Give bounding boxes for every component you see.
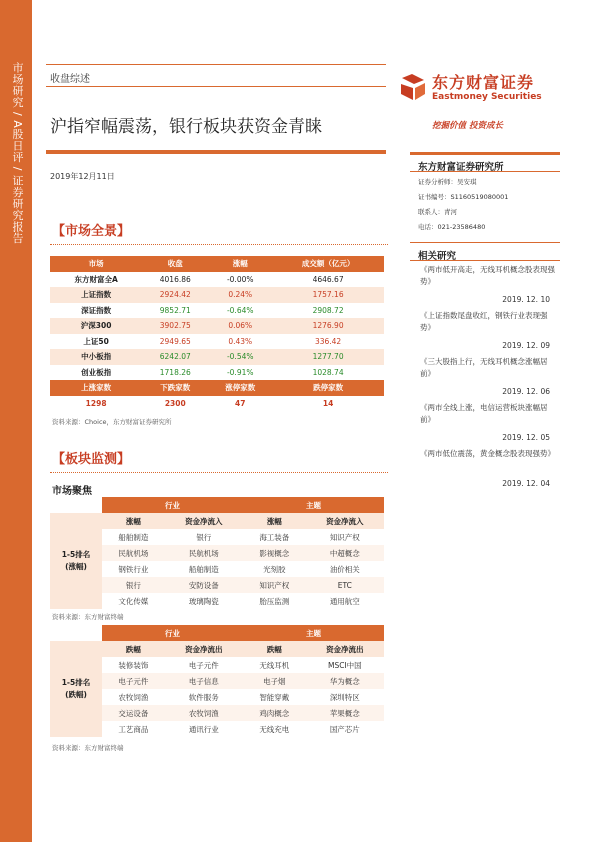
col-header: 跌幅 xyxy=(243,641,306,657)
page-title: 沪指窄幅震荡，银行板块获资金青睐 xyxy=(50,117,322,137)
related-item-title[interactable]: 《三大股指上行，无线耳机概念涨幅居前》 xyxy=(420,357,548,378)
sub-header-row xyxy=(50,513,384,529)
brand-name-cn: 东方财富证券 xyxy=(432,73,535,92)
contact: 联系人：青河 xyxy=(418,208,457,216)
sector-cell: 软件服务 xyxy=(188,692,219,702)
loss-table xyxy=(50,625,384,737)
index-name: 沪深300 xyxy=(50,318,142,334)
sector-cell: 银行 xyxy=(102,577,165,593)
rank-label-loss: 1-5排名 (跌幅) xyxy=(50,641,102,737)
index-change: 0.43% xyxy=(208,334,272,350)
sector-cell: 船舶制造 xyxy=(118,532,149,542)
group-industry: 行业 xyxy=(102,497,243,513)
index-amount: 1276.90 xyxy=(272,318,384,334)
sector-cell: 通用航空 xyxy=(329,596,360,606)
loss-source: 资料来源：东方财富终端 xyxy=(52,744,124,752)
index-close: 1718.26 xyxy=(142,365,208,381)
sector-cell: 银行 xyxy=(196,532,212,542)
table-row xyxy=(50,365,384,381)
sector-cell: 交运设备 xyxy=(102,705,165,721)
sector-cell: 电子信息 xyxy=(165,673,243,689)
sector-cell: MSCI中国 xyxy=(327,660,362,670)
analyst: 证券分析师：吴安琪 xyxy=(418,178,477,186)
table-row xyxy=(50,287,384,303)
col-header: 收盘 xyxy=(142,256,208,272)
sector-cell: 苹果概念 xyxy=(306,705,384,721)
table-row xyxy=(50,272,384,288)
sector-cell: 民航机场 xyxy=(165,545,243,561)
header-top-rule xyxy=(46,64,386,65)
sector-cell: 华为概念 xyxy=(306,673,384,689)
index-change: 0.24% xyxy=(208,287,272,303)
index-change: -0.91% xyxy=(208,365,272,381)
col-header: 资金净流出 xyxy=(306,641,384,657)
table-row xyxy=(50,318,384,334)
group-industry: 行业 xyxy=(102,625,243,641)
cert-number: 证书编号：S1160519080001 xyxy=(418,193,509,201)
gain-source: 资料来源：东方财富终端 xyxy=(52,613,124,621)
related-item-title[interactable]: 《两市全线上涨，电信运营板块涨幅居前》 xyxy=(420,403,548,424)
section-tag-sectors: 【板块监测】 xyxy=(52,452,131,467)
index-close: 9852.71 xyxy=(142,303,208,319)
rank-label-gain: 1-5排名 (涨幅) xyxy=(50,513,102,609)
related-item-title[interactable]: 《上证指数尾盘收红，钢铁行业表现强势》 xyxy=(420,311,548,332)
index-change: -0.64% xyxy=(208,303,272,319)
focus-title: 市场聚焦 xyxy=(52,486,92,497)
gain-table xyxy=(50,497,384,609)
related-item-date: 2019. 12. 06 xyxy=(502,387,550,396)
sector-cell: 装修装饰 xyxy=(118,660,149,670)
logo-mark-icon xyxy=(398,72,428,102)
sector-cell: 钢铁行业 xyxy=(118,564,149,574)
col-header: 跌幅 xyxy=(102,641,165,657)
sector-cell: 玻璃陶瓷 xyxy=(188,596,219,606)
sector-cell: ETC xyxy=(306,577,384,593)
index-name: 东方财富全A xyxy=(50,272,142,288)
sector-cell: 知识产权 xyxy=(243,577,306,593)
col-header: 资金净流入 xyxy=(165,513,243,529)
sector-cell: 光刻胶 xyxy=(263,564,286,574)
brand-slogan: 挖掘价值 投资成长 xyxy=(432,121,503,131)
sector-cell: 知识产权 xyxy=(329,532,360,542)
col-header: 涨停家数 xyxy=(208,380,272,396)
index-name: 创业板指 xyxy=(50,365,142,381)
index-close: 6242.07 xyxy=(142,349,208,365)
brand-name-en: Eastmoney Securities xyxy=(432,92,542,102)
index-change: -0.54% xyxy=(208,349,272,365)
col-header: 上涨家数 xyxy=(50,380,142,396)
research-heading: 东方财富证券研究所 xyxy=(418,162,504,173)
count-header-row xyxy=(50,380,384,396)
table-row xyxy=(50,303,384,319)
index-amount: 4646.67 xyxy=(272,272,384,288)
related-item-date: 2019. 12. 04 xyxy=(502,479,550,488)
related-heading: 相关研究 xyxy=(418,251,457,262)
group-theme: 主题 xyxy=(243,497,384,513)
index-close: 2949.65 xyxy=(142,334,208,350)
col-header: 资金净流入 xyxy=(306,513,384,529)
group-theme: 主题 xyxy=(243,625,384,641)
related-item-date: 2019. 12. 10 xyxy=(502,295,550,304)
related-item-date: 2019. 12. 05 xyxy=(502,433,550,442)
col-header: 跌停家数 xyxy=(272,380,384,396)
related-top-rule xyxy=(410,242,560,243)
sector-cell: 电子元件 xyxy=(102,673,165,689)
market-table xyxy=(50,256,384,411)
sector-cell: 船舶制造 xyxy=(188,564,219,574)
index-name: 上证指数 xyxy=(50,287,142,303)
sector-cell: 无线充电 xyxy=(259,724,290,734)
phone: 电话：021-23586480 xyxy=(418,223,486,231)
sector-cell: 深圳特区 xyxy=(329,692,360,702)
sector-cell: 农牧饲渔 xyxy=(118,692,149,702)
index-change: 0.06% xyxy=(208,318,272,334)
index-close: 3902.75 xyxy=(142,318,208,334)
col-header: 涨幅 xyxy=(243,513,306,529)
rise-count: 1298 xyxy=(85,398,107,408)
related-item-title[interactable]: 《两市低位震荡，黄金概念股表现强势》 xyxy=(420,449,555,458)
index-amount: 1028.74 xyxy=(272,365,384,381)
sector-cell: 工艺商品 xyxy=(118,724,149,734)
sector-cell: 无线耳机 xyxy=(259,660,290,670)
table-header-row xyxy=(50,256,384,272)
limit-up-count: 47 xyxy=(235,398,246,408)
research-rule xyxy=(410,171,560,172)
group-header-row xyxy=(50,625,384,641)
related-rule xyxy=(410,260,560,261)
sector-cell: 鸡肉概念 xyxy=(243,705,306,721)
sector-cell: 电子元件 xyxy=(188,660,219,670)
research-panel-bar xyxy=(410,152,560,155)
left-sidebar xyxy=(0,0,32,842)
index-name: 中小板指 xyxy=(50,349,142,365)
table-row xyxy=(50,334,384,350)
sector-cell: 电子烟 xyxy=(243,673,306,689)
sector-cell: 通讯行业 xyxy=(188,724,219,734)
sector-cell: 油价相关 xyxy=(329,564,360,574)
fall-count: 2300 xyxy=(164,398,186,408)
title-bar xyxy=(46,150,386,154)
section-rule xyxy=(50,472,388,473)
index-name: 上证50 xyxy=(50,334,142,350)
sector-cell: 胎压监测 xyxy=(259,596,290,606)
index-amount: 1757.16 xyxy=(272,287,384,303)
group-header-row xyxy=(50,497,384,513)
report-date: 2019年12月11日 xyxy=(50,172,115,181)
brand-logo xyxy=(398,70,558,106)
table-row xyxy=(50,349,384,365)
sector-cell: 海工装备 xyxy=(259,532,290,542)
sector-cell: 文化传媒 xyxy=(118,596,149,606)
sector-cell: 民航机场 xyxy=(102,545,165,561)
index-amount: 2908.72 xyxy=(272,303,384,319)
limit-down-count: 14 xyxy=(322,398,334,408)
section-tag-market: 【市场全景】 xyxy=(52,224,131,239)
doc-type: 收盘综述 xyxy=(50,74,90,85)
header-mid-rule xyxy=(46,86,386,87)
sector-cell: 智能穿戴 xyxy=(259,692,290,702)
index-change: -0.00% xyxy=(208,272,272,288)
col-header: 市场 xyxy=(50,256,142,272)
sector-cell: 农牧饲渔 xyxy=(165,705,243,721)
index-amount: 336.42 xyxy=(272,334,384,350)
index-amount: 1277.70 xyxy=(272,349,384,365)
sector-cell: 影视概念 xyxy=(243,545,306,561)
index-close: 2924.42 xyxy=(142,287,208,303)
related-item-date: 2019. 12. 09 xyxy=(502,341,550,350)
market-source: 资料来源：Choice，东方财富证券研究所 xyxy=(52,418,172,426)
sector-cell: 国产芯片 xyxy=(329,724,360,734)
index-close: 4016.86 xyxy=(142,272,208,288)
sector-cell: 中超概念 xyxy=(306,545,384,561)
sidebar-label: 市场研究 / A股日评 / 证券研究报告 xyxy=(11,62,24,244)
col-header: 下跌家数 xyxy=(142,380,208,396)
related-item-title[interactable]: 《两市低开高走，无线耳机概念股表现强势》 xyxy=(420,265,555,286)
count-row xyxy=(50,396,384,412)
col-header: 资金净流出 xyxy=(165,641,243,657)
col-header: 涨幅 xyxy=(102,513,165,529)
sub-header-row xyxy=(50,641,384,657)
section-rule xyxy=(50,244,388,245)
col-header: 涨幅 xyxy=(208,256,272,272)
col-header: 成交额（亿元） xyxy=(272,256,384,272)
index-name: 深证指数 xyxy=(50,303,142,319)
sector-cell: 安防设备 xyxy=(165,577,243,593)
